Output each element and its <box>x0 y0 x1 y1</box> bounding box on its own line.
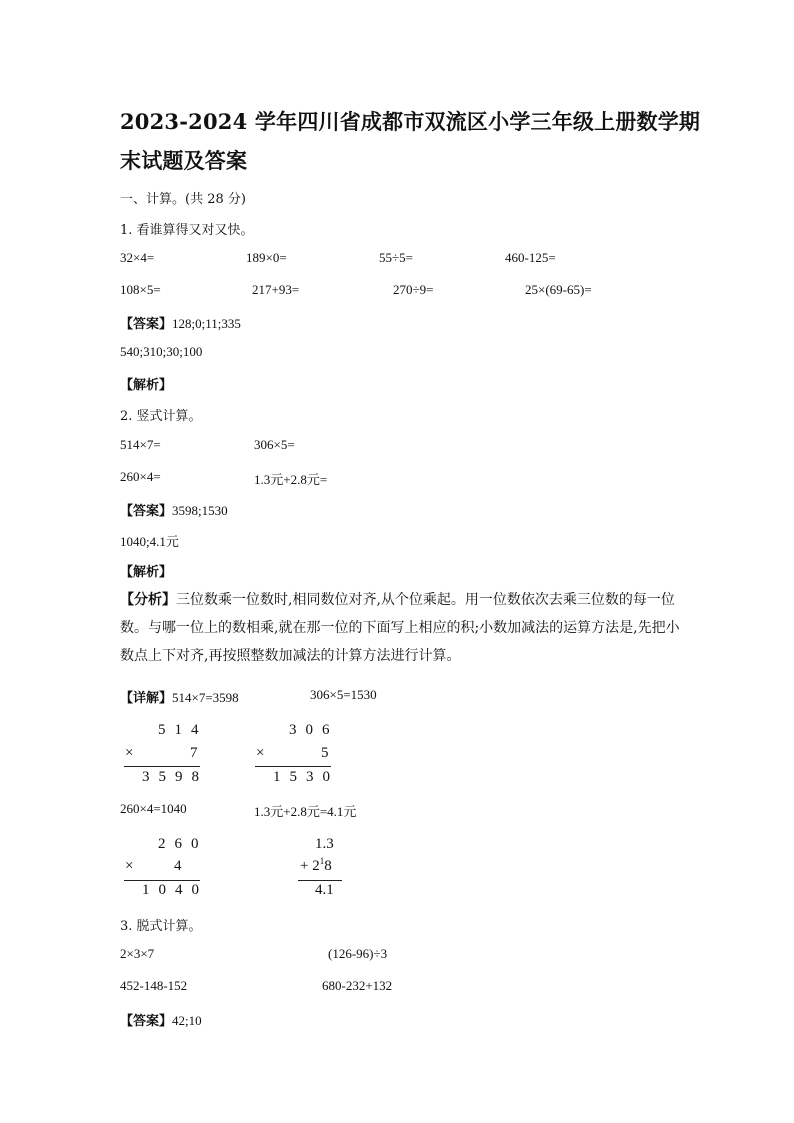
vcalc-2-op: × <box>256 745 274 761</box>
detail-eq: 1.3元+2.8元=4.1元 <box>254 804 357 819</box>
q1-answer <box>120 313 241 332</box>
vcalc-2-bottom: 5 <box>321 745 338 761</box>
q1-item: 55÷5= <box>379 250 413 265</box>
detail-eq: 260×4=1040 <box>120 801 187 816</box>
vcalc-3-rule <box>124 880 200 881</box>
vcalc-2-rule <box>255 766 331 767</box>
analysis-tag: 【解析】 <box>120 565 173 580</box>
answer-text: 3598;1530 <box>172 503 228 518</box>
question-2-title: 2. 竖式计算。 <box>120 409 202 424</box>
q1-item: 32×4= <box>120 250 155 265</box>
vcalc-4-digit: 2 <box>312 858 320 874</box>
q2-answer <box>120 500 228 519</box>
q1-item: 270÷9= <box>393 282 434 297</box>
vcalc-1-top: 514 <box>158 722 208 738</box>
analysis-paragraph <box>120 586 680 670</box>
q1-item: 108×5= <box>120 282 161 297</box>
q3-item: (126-96)÷3 <box>328 946 388 961</box>
vcalc-1-op: × <box>125 745 143 761</box>
q3-item: 2×3×7 <box>120 946 155 961</box>
question-3-title: 3. 脱式计算。 <box>120 919 202 934</box>
vcalc-2-top: 306 <box>289 722 339 738</box>
vcalc-4-top: 1.3 <box>315 836 334 852</box>
q3-answer <box>120 1010 202 1029</box>
fenxi-tag: 【分析】 <box>120 592 176 608</box>
vcalc-4-carry: 1 <box>319 856 325 866</box>
vcalc-4-rule <box>298 880 342 881</box>
vcalc-4-result: 4.1 <box>315 882 334 898</box>
vcalc-1-result: 3598 <box>142 769 208 785</box>
detail-line-1 <box>120 687 239 706</box>
section-heading: 一、计算。(共 28 分) <box>120 192 246 207</box>
xiangjie-tag: 【详解】 <box>120 691 173 706</box>
answer-text: 128;0;11;335 <box>172 316 241 331</box>
vcalc-1-rule <box>124 766 200 767</box>
detail-eq: 306×5=1530 <box>310 687 377 702</box>
q2-item: 1.3元+2.8元= <box>254 472 328 487</box>
fenxi-text: 三位数乘一位数时,相同数位对齐,从个位乘起。用一位数依次去乘三位数的每一位数。与哪一位上的数相乘,就在那一位的下面写上相应的积;小数加减法的运算方法是,先把小数点上下对齐,再按照整数加减法的计算方法进行计算。 <box>120 592 680 664</box>
vcalc-2-result: 1530 <box>273 769 339 785</box>
doc-title-line-1: 2023-2024 学年四川省成都市双流区小学三年级上册数学期 <box>120 109 701 134</box>
q1-item: 460-125= <box>505 250 556 265</box>
q3-item: 452-148-152 <box>120 978 188 993</box>
vcalc-3-op: × <box>125 858 143 874</box>
vcalc-4-digit: 8 <box>324 858 332 874</box>
q2-answer-line-2: 1040;4.1元 <box>120 534 179 549</box>
q2-item: 514×7= <box>120 437 161 452</box>
q1-item: 217+93= <box>252 282 300 297</box>
answer-tag: 【答案】 <box>120 317 173 332</box>
vcalc-1-bottom: 7 <box>190 745 207 761</box>
q2-item: 306×5= <box>254 437 295 452</box>
vcalc-3-bottom: 4 <box>174 858 191 874</box>
vcalc-4-bottom <box>300 858 332 875</box>
analysis-tag: 【解析】 <box>120 378 173 393</box>
q3-item: 680-232+132 <box>322 978 393 993</box>
answer-tag: 【答案】 <box>120 504 173 519</box>
answer-text: 42;10 <box>172 1013 202 1028</box>
q2-item: 260×4= <box>120 469 161 484</box>
q1-item: 25×(69-65)= <box>525 282 592 297</box>
doc-title-line-2: 末试题及答案 <box>120 148 248 173</box>
vcalc-3-result: 1040 <box>142 882 208 898</box>
vcalc-3-top: 260 <box>158 836 208 852</box>
question-1-title: 1. 看谁算得又对又快。 <box>120 223 254 238</box>
vcalc-4-op: + <box>300 858 309 874</box>
q1-answer-line-2: 540;310;30;100 <box>120 344 203 359</box>
detail-eq: 514×7=3598 <box>172 690 239 705</box>
answer-tag: 【答案】 <box>120 1014 173 1029</box>
q1-item: 189×0= <box>246 250 287 265</box>
